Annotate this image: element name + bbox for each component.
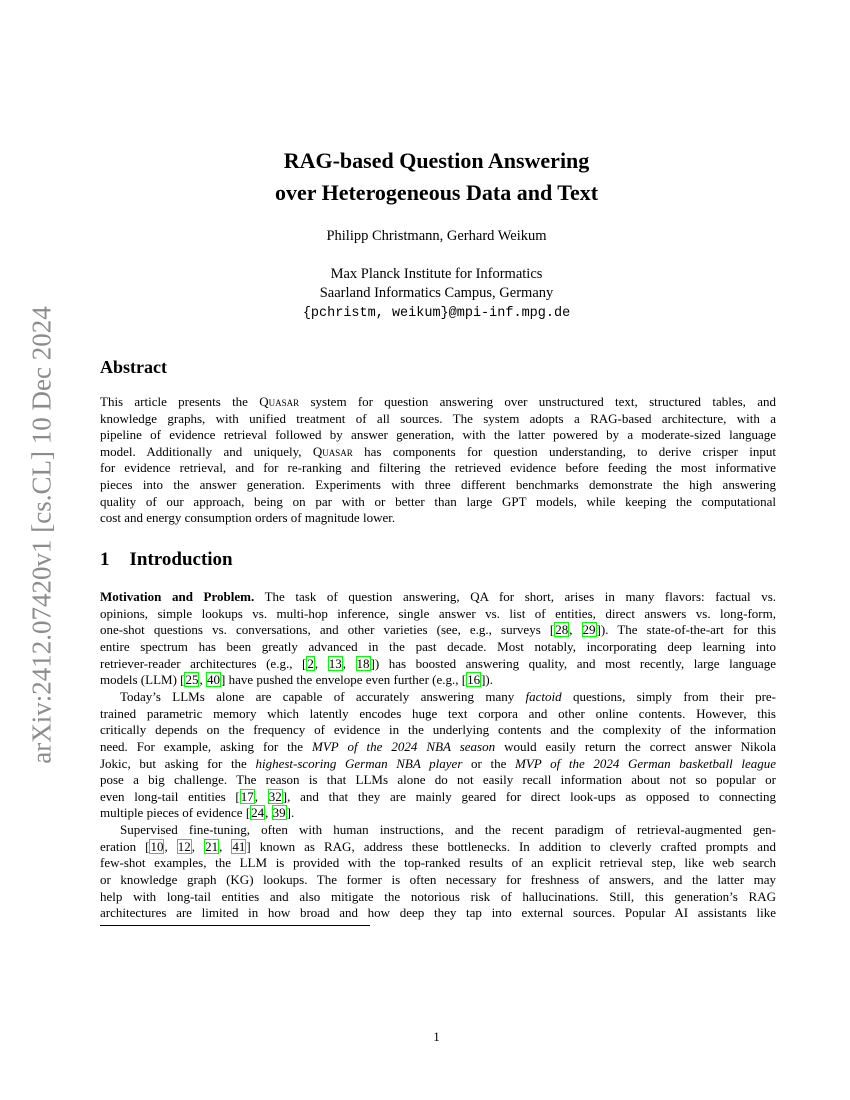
citation-link[interactable]: 41 xyxy=(232,838,246,854)
text-run: even long-tail entities [ xyxy=(100,788,240,804)
text-line xyxy=(100,477,776,493)
italic-text: MVP of the 2024 NBA season xyxy=(312,738,496,754)
text-run: knowledge graphs, with unified treatment of all sources. The system adopts a RAG-based architecture, with a xyxy=(100,410,776,426)
text-run: or knowledge graph (KG) lookups. The former is often necessary for freshness of answers, and the latter may xyxy=(100,872,776,887)
text-line xyxy=(100,494,776,510)
text-line xyxy=(100,905,776,921)
text-run: , xyxy=(191,838,205,854)
text-run: system for question answering over unstructured text, structured tables, and xyxy=(299,394,776,409)
text-run: , xyxy=(342,655,356,671)
text-run: entire spectrum has been greatly advanced in the past decade. Most notably, incorporating deep learning into xyxy=(100,638,776,654)
text-run: questions, simply from their pre- xyxy=(561,688,776,704)
text-line xyxy=(100,839,776,855)
page-number: 1 xyxy=(433,1029,440,1044)
citation-link[interactable]: 39 xyxy=(272,805,286,821)
text-run: Jokic, but asking for the xyxy=(100,755,256,771)
citation-link[interactable]: 2 xyxy=(307,655,314,671)
text-line xyxy=(100,444,776,460)
text-line xyxy=(100,411,776,427)
text-line xyxy=(100,656,776,672)
text-line xyxy=(100,872,776,888)
text-run: Supervised fine-tuning, often with human instructions, and the recent paradigm of retrieval-augmented gen- xyxy=(120,822,776,838)
paragraph-heading: Motivation and Problem. xyxy=(100,589,255,604)
text-line xyxy=(100,805,776,821)
text-line xyxy=(100,639,776,655)
text-line xyxy=(100,460,776,476)
text-line xyxy=(100,672,776,688)
author-email: {pchristm, weikum}@mpi-inf.mpg.de xyxy=(302,306,571,321)
text-line xyxy=(100,739,776,755)
text-run: , xyxy=(164,838,177,854)
text-line xyxy=(120,822,776,838)
text-run: quality of our approach, being on par with or better than large GPT models, while keeping the computational xyxy=(100,493,776,509)
text-run: The task of question answering, QA for short, arises in many flavors: factual vs. xyxy=(254,589,777,604)
citation-link[interactable]: 12 xyxy=(177,838,191,854)
text-run: pieces into the answer generation. Experiments with three different benchmarks demonstrate the high answering xyxy=(100,477,776,492)
text-run: ]) has boosted answering quality, and most recently, large language xyxy=(370,655,777,671)
citation-link[interactable]: 21 xyxy=(205,838,219,854)
section-number: 1 xyxy=(100,549,110,570)
text-run: help with long-tail entities and also mitigate the notorious risk of hallucinations. Still, this generation’s RAG xyxy=(100,888,776,904)
text-run: pipeline of evidence retrieval followed by answer generation, with the latter powered by a moderate-sized language xyxy=(100,427,776,443)
text-run: , xyxy=(219,838,232,854)
paper-title-line-1: RAG-based Question Answering xyxy=(283,148,590,173)
text-run: models (LLM) [ xyxy=(100,672,185,688)
arxiv-stamp: arXiv:2412.07420v1 [cs.CL] 10 Dec 2024 xyxy=(26,306,57,764)
system-name: Quasar xyxy=(259,394,300,409)
text-run: need. For example, asking for the xyxy=(100,738,312,754)
text-run: multiple pieces of evidence [ xyxy=(100,805,251,821)
text-line xyxy=(100,722,776,738)
text-run: Today’s LLMs alone are capable of accurately answering many xyxy=(120,688,526,704)
authors: Philipp Christmann, Gerhard Weikum xyxy=(326,228,547,244)
text-run: This article presents the xyxy=(100,394,260,409)
text-line xyxy=(100,606,776,622)
italic-text: highest-scoring German NBA player xyxy=(255,755,463,771)
text-run: pose a big challenge. The reason is that LLMs alone do not easily recall information about not so popular or xyxy=(100,772,776,788)
text-line xyxy=(100,889,776,905)
text-run: ] known as RAG, address these bottlenecks. In addition to cleverly crafted prompts and xyxy=(246,838,777,854)
text-line xyxy=(100,589,776,605)
section-title: Introduction xyxy=(129,549,233,570)
text-run: eration [ xyxy=(100,838,150,854)
text-line xyxy=(100,756,776,772)
text-run: opinions, simple lookups vs. multi-hop inference, single answer vs. list of entities, direct answers vs. long-form, xyxy=(100,605,776,621)
text-run: model. Additionally and uniquely, xyxy=(100,443,313,459)
text-run: critically depends on the frequency of evidence in the underlying contents and the complexity of the information xyxy=(100,722,776,738)
citation-link[interactable]: 18 xyxy=(356,655,370,671)
text-run: , xyxy=(254,788,268,804)
citation-link[interactable]: 10 xyxy=(150,838,164,854)
section-heading-introduction xyxy=(100,549,233,571)
text-line xyxy=(100,622,776,638)
text-line xyxy=(100,706,776,722)
text-run: , xyxy=(199,672,206,688)
text-line xyxy=(100,789,776,805)
text-run: ] have pushed the envelope even further (e.g., [ xyxy=(220,672,467,688)
text-run: ]. xyxy=(286,805,295,821)
text-run: , xyxy=(265,805,272,821)
text-run: few-shot examples, the LLM is provided with the top-ranked results of an explicit retrieval step, like web search xyxy=(100,855,776,871)
italic-text: factoid xyxy=(525,688,562,704)
text-run: one-shot questions vs. conversations, and other varieties (see, e.g., surveys [ xyxy=(100,622,555,638)
text-line xyxy=(100,510,776,526)
citation-link[interactable]: 16 xyxy=(467,672,481,688)
citation-link[interactable]: 24 xyxy=(251,805,265,821)
abstract-heading: Abstract xyxy=(100,357,167,377)
system-name: Quasar xyxy=(312,443,353,459)
footnote-rule xyxy=(100,925,370,926)
citation-link[interactable]: 13 xyxy=(328,655,342,671)
text-run: architectures are limited in how broad and how deep they tap into external sources. Popular AI assistants like xyxy=(100,905,776,921)
citation-link[interactable]: 29 xyxy=(582,622,596,638)
citation-link[interactable]: 32 xyxy=(268,788,282,804)
text-run: ]). xyxy=(481,672,493,688)
text-run: , xyxy=(569,622,582,638)
text-run: , xyxy=(314,655,328,671)
text-run: retriever-reader architectures (e.g., [ xyxy=(100,655,307,671)
citation-link[interactable]: 28 xyxy=(555,622,569,638)
text-run: ], and that they are mainly geared for direct look-ups as opposed to connecting xyxy=(282,788,776,804)
text-run: trained parametric memory which latently encodes huge text corpora and other online contents. However, this xyxy=(100,705,776,721)
affiliation-line-2: Saarland Informatics Campus, Germany xyxy=(319,285,554,301)
text-run: cost and energy consumption orders of magnitude lower. xyxy=(100,510,396,526)
citation-link[interactable]: 17 xyxy=(240,788,254,804)
text-line xyxy=(100,855,776,871)
citation-link[interactable]: 25 xyxy=(185,672,199,688)
affiliation-line-1: Max Planck Institute for Informatics xyxy=(330,266,543,282)
text-run: or the xyxy=(462,755,516,771)
text-run: for evidence retrieval, and for re-ranking and filtering the retrieved evidence before feeding the most informative xyxy=(100,460,776,476)
citation-link[interactable]: 40 xyxy=(206,672,220,688)
text-line xyxy=(100,394,776,410)
italic-text: MVP of the 2024 German basketball league xyxy=(515,755,776,771)
text-run: would easily return the correct answer Nikola xyxy=(495,738,776,754)
text-line xyxy=(120,689,776,705)
text-run: has components for question understanding, to derive crisper input xyxy=(352,443,776,459)
text-line xyxy=(100,772,776,788)
text-line xyxy=(100,427,776,443)
paper-title-line-2: over Heterogeneous Data and Text xyxy=(274,180,599,205)
text-run: ]). The state-of-the-art for this xyxy=(596,622,777,638)
